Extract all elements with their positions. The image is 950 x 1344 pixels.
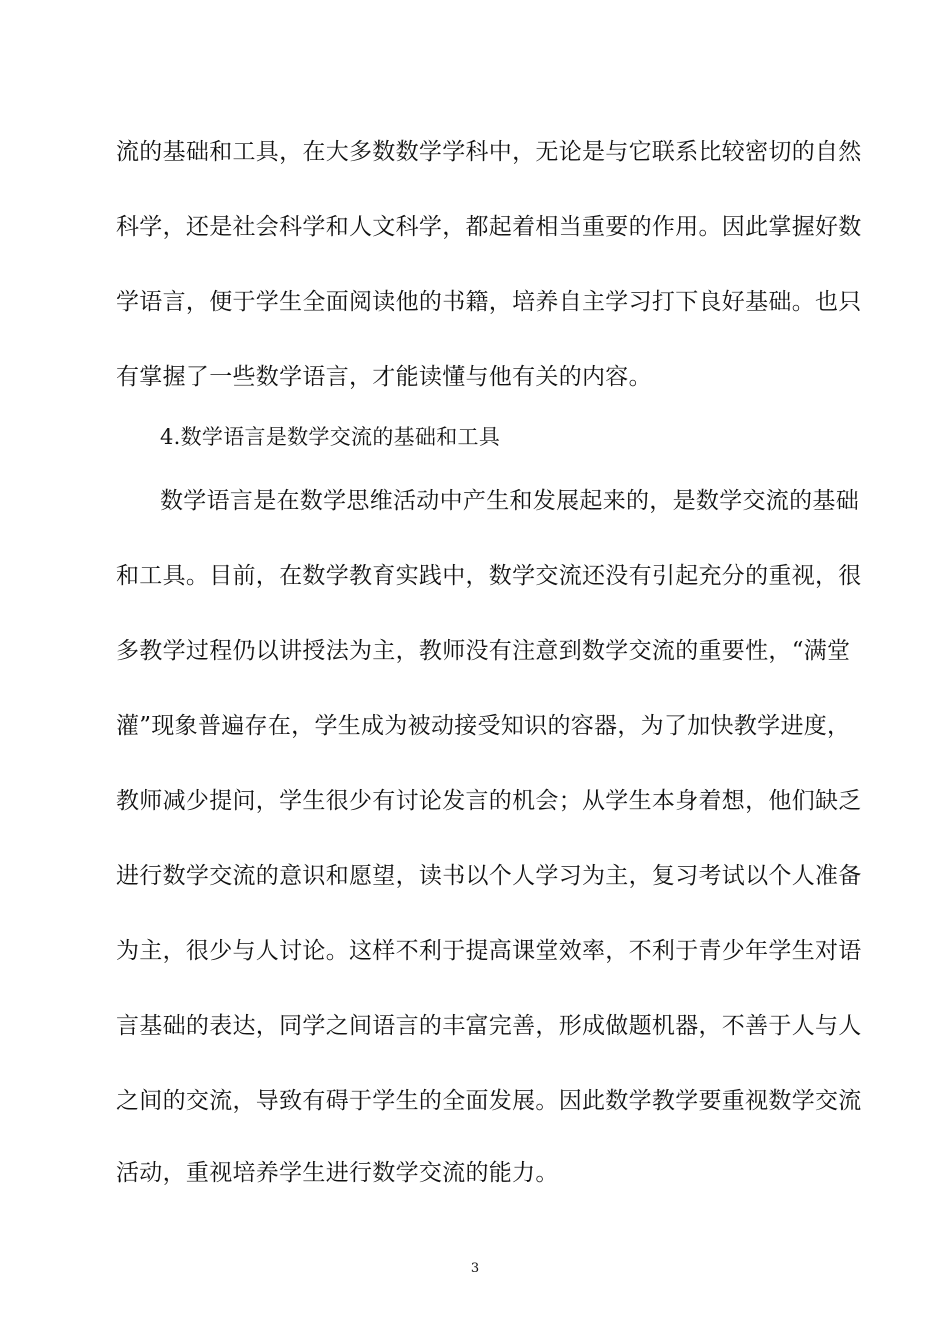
- paragraph-2-line-7: 为主，很少与人讨论。这样不利于提高课堂效率，不利于青少年学生对语: [116, 938, 862, 964]
- paragraph-2-line-5: 教师减少提问，学生很少有讨论发言的机会；从学生本身着想，他们缺乏: [116, 788, 862, 814]
- paragraph-1-line-2: 科学，还是社会科学和人文科学，都起着相当重要的作用。因此掌握好数: [116, 214, 862, 240]
- paragraph-2-line-4: 灌”现象普遍存在，学生成为被动接受知识的容器，为了加快教学进度，: [116, 713, 851, 739]
- paragraph-1-line-3: 学语言，便于学生全面阅读他的书籍，培养自主学习打下良好基础。也只: [116, 289, 862, 315]
- paragraph-2-line-9: 之间的交流，导致有碍于学生的全面发展。因此数学教学要重视数学交流: [116, 1088, 862, 1114]
- paragraph-2-line-6: 进行数学交流的意识和愿望，读书以个人学习为主，复习考试以个人准备: [116, 863, 862, 889]
- paragraph-2-line-8: 言基础的表达，同学之间语言的丰富完善，形成做题机器，不善于人与人: [116, 1013, 862, 1039]
- paragraph-1-line-1: 流的基础和工具，在大多数数学学科中，无论是与它联系比较密切的自然: [116, 139, 862, 165]
- section-heading: 4.数学语言是数学交流的基础和工具: [160, 425, 501, 449]
- paragraph-2-line-1: 数学语言是在数学思维活动中产生和发展起来的，是数学交流的基础: [160, 488, 859, 514]
- paragraph-1-line-4: 有掌握了一些数学语言，才能读懂与他有关的内容。: [116, 364, 652, 390]
- page-number: 3: [470, 1261, 480, 1276]
- paragraph-2-line-10: 活动，重视培养学生进行数学交流的能力。: [116, 1160, 559, 1186]
- paragraph-2-line-3: 多教学过程仍以讲授法为主，教师没有注意到数学交流的重要性，“满堂: [116, 638, 851, 664]
- paragraph-2-line-2: 和工具。目前，在数学教育实践中，数学交流还没有引起充分的重视，很: [116, 563, 862, 589]
